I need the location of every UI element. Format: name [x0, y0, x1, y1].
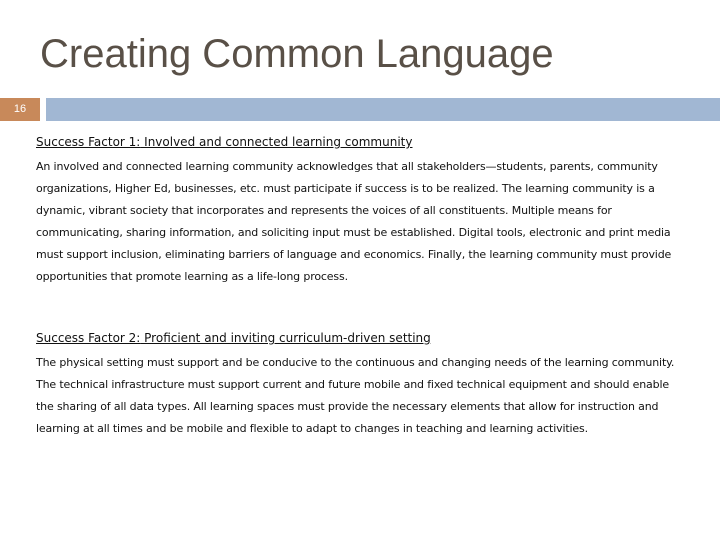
- factor-label: Success Factor 1:: [36, 135, 141, 149]
- factor-heading: [36, 132, 686, 152]
- factor-title: Proficient and inviting curriculum-driven setting: [140, 331, 431, 345]
- success-factor-1: [36, 132, 686, 288]
- slide-number: 16: [0, 98, 40, 121]
- slide-content: [36, 132, 686, 440]
- success-factor-2: [36, 328, 686, 440]
- factor-heading: [36, 328, 686, 348]
- factor-title: Involved and connected learning community: [140, 135, 413, 149]
- factor-label: Success Factor 2:: [36, 331, 141, 345]
- slide-title: Creating Common Language: [40, 32, 554, 76]
- factor-description: An involved and connected learning community acknowledges that all stakeholders—students, parents, community organizations, Higher Ed, businesses, etc. must participate if success is to be realized. The learning community is a dynamic, vibrant society that incorporates and represents the voices of all constituents. Multiple means for communicating, sharing information, and soliciting input must be established. Digital tools, electronic and print media must support inclusion, eliminating barriers of language and economics. Finally, the learning community must provide opportunities that promote learning as a life-long process.: [36, 160, 672, 283]
- title-underline-bar: [46, 98, 720, 121]
- factor-description: The physical setting must support and be conducive to the continuous and changing needs of the learning community. The technical infrastructure must support current and future mobile and fixed technical equipment and should enable the sharing of all data types. All learning spaces must provide the necessary elements that allow for instruction and learning at all times and be mobile and flexible to adapt to changes in teaching and learning activities.: [36, 356, 675, 435]
